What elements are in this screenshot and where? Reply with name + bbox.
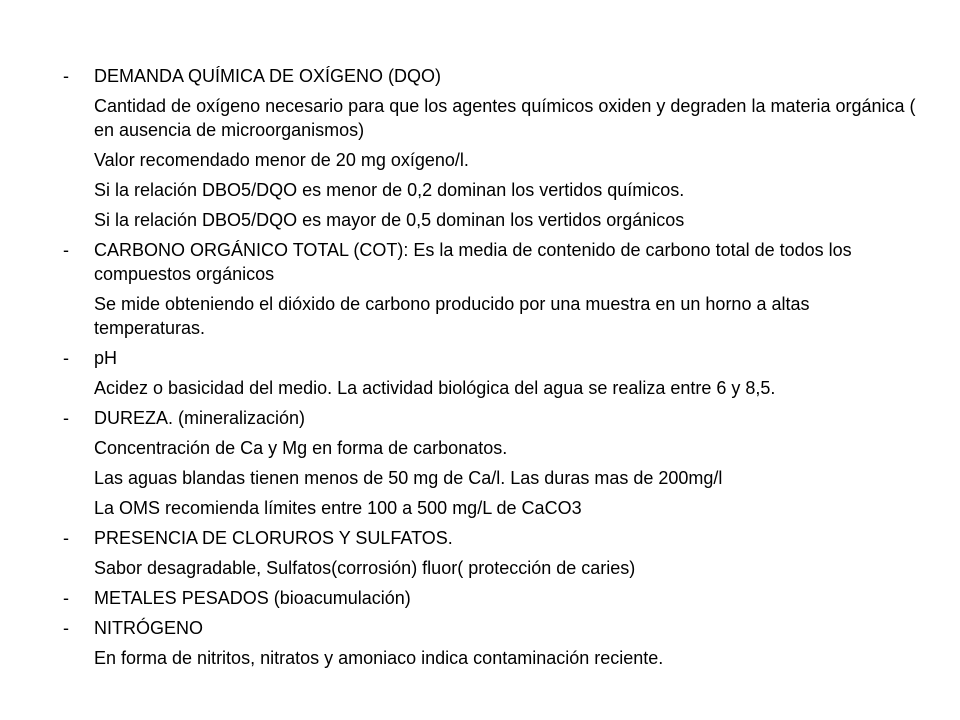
text-line [56, 208, 916, 232]
text-line [56, 646, 916, 670]
text-line [56, 436, 916, 460]
text-line [56, 292, 916, 340]
text-line [56, 148, 916, 172]
line-text: Si la relación DBO5/DQO es mayor de 0,5 dominan los vertidos orgánicos [94, 210, 685, 230]
line-text: En forma de nitritos, nitratos y amoniaco indica contaminación reciente. [94, 648, 664, 668]
dash-bullet: - [63, 240, 69, 260]
line-text: La OMS recomienda límites entre 100 a 500 mg/L de CaCO3 [94, 498, 582, 518]
line-text: Acidez o basicidad del medio. La actividad biológica del agua se realiza entre 6 y 8,5. [94, 378, 776, 398]
slide-content [56, 64, 916, 676]
line-text: METALES PESADOS (bioacumulación) [94, 588, 411, 608]
text-line [56, 556, 916, 580]
bullet-line-metales [56, 586, 916, 610]
text-line [56, 496, 916, 520]
line-text: Concentración de Ca y Mg en forma de carbonatos. [94, 438, 508, 458]
text-line [56, 466, 916, 490]
dash-bullet: - [63, 66, 69, 86]
bullet-line-ph [56, 346, 916, 370]
dash-bullet: - [63, 618, 69, 638]
line-text: Se mide obteniendo el dióxido de carbono producido por una muestra en un horno a altas temperaturas. [94, 294, 810, 338]
line-text: CARBONO ORGÁNICO TOTAL (COT): Es la media de contenido de carbono total de todos los compuestos orgánicos [94, 240, 852, 284]
line-text: pH [94, 348, 118, 368]
line-text: DEMANDA QUÍMICA DE OXÍGENO (DQO) [94, 66, 442, 86]
bullet-line-cloruros [56, 526, 916, 550]
text-line [56, 94, 916, 142]
line-text: Si la relación DBO5/DQO es menor de 0,2 dominan los vertidos químicos. [94, 180, 685, 200]
bullet-line-dqo [56, 64, 916, 88]
line-text: PRESENCIA DE CLORUROS Y SULFATOS. [94, 528, 453, 548]
line-text: NITRÓGENO [94, 618, 204, 638]
dash-bullet: - [63, 588, 69, 608]
text-line [56, 178, 916, 202]
line-text: Valor recomendado menor de 20 mg oxígeno/l. [94, 150, 469, 170]
dash-bullet: - [63, 528, 69, 548]
line-text: Sabor desagradable, Sulfatos(corrosión) fluor( protección de caries) [94, 558, 636, 578]
bullet-line-dureza [56, 406, 916, 430]
dash-bullet: - [63, 408, 69, 428]
line-text: Cantidad de oxígeno necesario para que los agentes químicos oxiden y degraden la materia orgánica ( en ausencia de microorganismos) [94, 96, 916, 140]
bullet-line-nitrogeno [56, 616, 916, 640]
dash-bullet: - [63, 348, 69, 368]
text-line [56, 376, 916, 400]
line-text: Las aguas blandas tienen menos de 50 mg de Ca/l. Las duras mas de 200mg/l [94, 468, 723, 488]
line-text: DUREZA. (mineralización) [94, 408, 306, 428]
bullet-line-cot [56, 238, 916, 286]
